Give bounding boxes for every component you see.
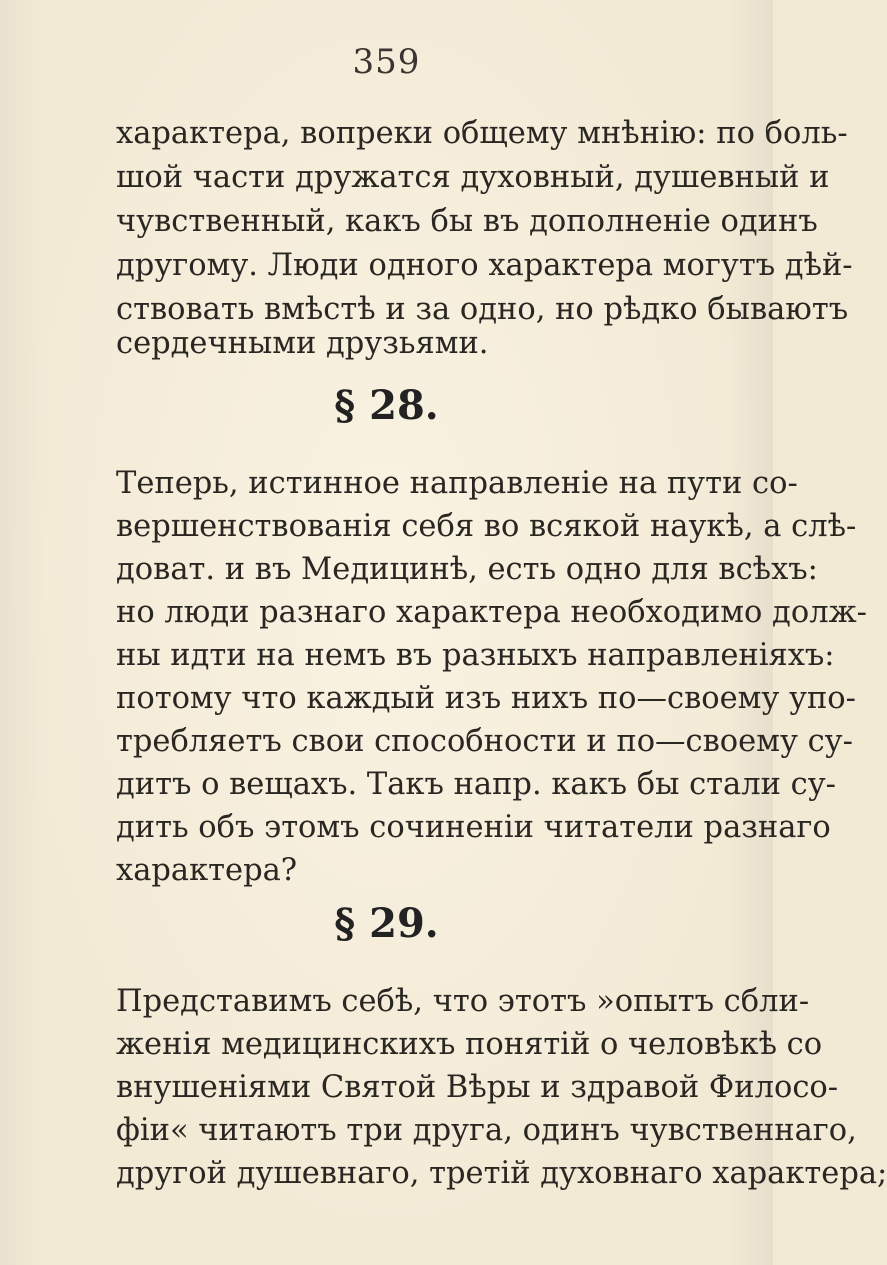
text-line: чувственный, какъ бы въ дополненіе одинъ <box>116 204 818 239</box>
text-line: характера? <box>116 853 298 888</box>
text-line: дить объ этомъ сочиненіи читатели разнаго <box>116 810 831 845</box>
text-line: дитъ о вещахъ. Такъ напр. какъ бы стали су- <box>116 767 836 802</box>
text-line: сердечными друзьями. <box>116 326 489 361</box>
text-line: другой душевнаго, третій духовнаго характера; <box>116 1156 887 1191</box>
text-line: Теперь, истинное направленіе на пути со- <box>116 466 798 501</box>
text-line: характера, вопреки общему мнѣнію: по боль- <box>116 116 848 151</box>
text-line: ны идти на немъ въ разныхъ направленіяхъ: <box>116 638 835 673</box>
text-line: вершенствованія себя во всякой наукѣ, а слѣ- <box>116 509 857 544</box>
text-line: но люди разнаго характера необходимо долж- <box>116 595 867 630</box>
text-line: фіи« читаютъ три друга, одинъ чувственнаго, <box>116 1113 857 1148</box>
text-line: требляетъ свои способности и по—своему су- <box>116 724 853 759</box>
text-line: женія медицинскихъ понятій о человѣкѣ со <box>116 1027 823 1062</box>
text-line: потому что каждый изъ нихъ по—своему упо- <box>116 681 856 716</box>
text-line: доват. и въ Медицинѣ, есть одно для всѣхъ: <box>116 552 818 587</box>
text-line: другому. Люди одного характера могутъ дѣй- <box>116 248 853 283</box>
section-heading-29: § 29. <box>334 900 439 947</box>
page-number: 359 <box>352 42 421 82</box>
text-line: Представимъ себѣ, что этотъ »опытъ сбли- <box>116 984 810 1019</box>
text-line: ствовать вмѣстѣ и за одно, но рѣдко бываютъ <box>116 292 849 327</box>
text-line: шой части дружатся духовный, душевный и <box>116 160 830 195</box>
text-line: внушеніями Святой Вѣры и здравой Филосо- <box>116 1070 839 1105</box>
section-heading-28: § 28. <box>334 382 439 429</box>
